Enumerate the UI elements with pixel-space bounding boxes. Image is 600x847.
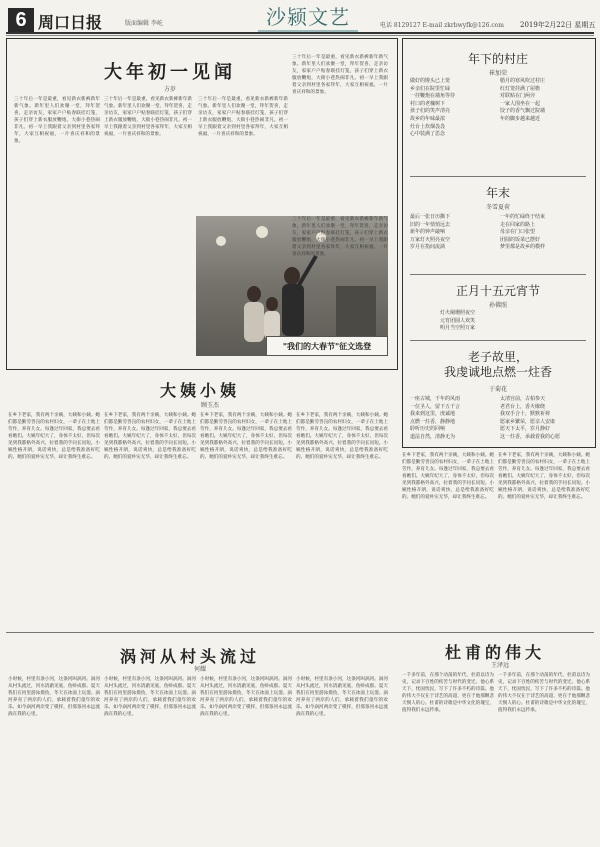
poem2-title: 年末 bbox=[485, 186, 510, 200]
poem-line: 红灯笼挂满了屋檐 bbox=[500, 85, 541, 92]
poem-line: 老君台上，香火缭绕 bbox=[500, 403, 546, 410]
poem-line: 年的脚步越来越近 bbox=[500, 115, 541, 122]
article3-col2: 小时候，村里有条小河，这条河叫涡河。涡河从村头流过，河水清澈见底，鱼虾成群。夏天我们在河里游泳摸鱼，冬天在冰面上玩耍。涡河养育了两岸的人们，承载着我们童年的欢乐。如今涡河两岸变了模样，但那条河永远流淌在我的心里。 bbox=[104, 677, 196, 717]
header-rule-thin bbox=[6, 35, 594, 36]
page-number: 6 bbox=[8, 8, 34, 32]
issue-date: 2019年2月22日 星期五 bbox=[520, 21, 596, 29]
section-title: 沙颍文艺 bbox=[258, 4, 358, 32]
article1-author: 方岁 bbox=[163, 86, 176, 93]
poem-line: 一位圣人，留下五千言 bbox=[410, 403, 461, 410]
poem2-col1 bbox=[410, 214, 496, 252]
poem4-col2 bbox=[500, 396, 588, 442]
poem1-author: 崔加荣 bbox=[488, 70, 507, 77]
poem-line: 一年的忙碌终于结束 bbox=[500, 214, 546, 220]
poem4-title: 老子故里， 我虔诚地点燃一炷香 bbox=[443, 350, 552, 379]
article2-col4: 在乡下老家，我有两个亲姨，大姨和小姨。她们都是勤劳善良的农村妇女，一辈子在土地上劳作，养育儿女。每逢过年回家，我总要去看看她们。大姨年纪大了，身体不太好，但每次见到我都格外高兴，拉着我的手问长问短。小姨性格开朗，说话爽快，总是给我准备好吃的。她们的爱朴实无华，却让我终生难忘。 bbox=[296, 413, 388, 460]
article2-title: 大姨小姨 bbox=[159, 381, 240, 400]
poem-line: 走在回家的路上 bbox=[500, 221, 536, 228]
poem-line: 我来到这里，虔诚地 bbox=[410, 411, 456, 418]
poem-line: 愿天下太平，岁月静好 bbox=[500, 426, 551, 433]
article1-col1: 三十年后一年是最重，看见新衣新裤新年新气象。新年里人们欢聚一堂，拜年贺喜，走亲访友，家家户户贴春联挂灯笼，孩子们穿上新衣服放鞭炮，大街小巷热闹非凡。初一早上我跟着父亲到村里各家拜年，大家互相祝福，一片喜庆祥和的景象。 bbox=[14, 97, 100, 144]
article4-col2: 一千多年前，在那个动荡的年代，杜甫以诗为史，记录下百姓的疾苦与时代的变迁。他心系天下，忧国忧民，写下了许多不朽的诗篇。他的伟大不仅在于诗艺的高超，更在于他那颗悲天悯人的心。杜甫的诗歌是中华文化的瑰宝，值得我们永远传承。 bbox=[498, 673, 590, 713]
poem-line: 最后一张日历撕下 bbox=[410, 214, 451, 220]
poem1-title: 年下的村庄 bbox=[467, 52, 528, 66]
poem-line: 一家人围坐在一起 bbox=[500, 100, 541, 107]
poem3-body bbox=[440, 310, 580, 333]
article2-col3: 在乡下老家，我有两个亲姨，大姨和小姨。她们都是勤劳善良的农村妇女，一辈子在土地上劳作，养育儿女。每逢过年回家，我总要去看看她们。大姨年纪大了，身体不太好，但每次见到我都格外高兴，拉着我的手问长问短。小姨性格开朗，说话爽快，总是给我准备好吃的。她们的爱朴实无华，却让我终生难忘。 bbox=[200, 413, 292, 460]
poem2-author: 冬雪夏荷 bbox=[485, 204, 510, 211]
poem-line: 灶台上炊烟袅袅 bbox=[410, 123, 446, 130]
article3-title: 涡河从村头流过 bbox=[119, 647, 260, 666]
article2-col5: 在乡下老家，我有两个亲姨，大姨和小姨。她们都是勤劳善良的农村妇女，一辈子在土地上劳作，养育儿女。每逢过年回家，我总要去看看她们。大姨年纪大了，身体不太好，但每次见到我都格外高兴，拉着我的手问长问短。小姨性格开朗，说话爽快，总是给我准备好吃的。她们的爱朴实无华，却让我终生难忘。 bbox=[402, 453, 494, 500]
poem3-author: 孙佛照 bbox=[488, 302, 507, 309]
poem4-author: 于菊花 bbox=[488, 386, 507, 393]
poem2-col2 bbox=[500, 214, 588, 252]
poem-line: 旧的一年悄悄远去 bbox=[410, 221, 451, 228]
divider bbox=[410, 340, 586, 341]
poem-line: 万家灯火照亮夜空 bbox=[410, 236, 451, 243]
article2-col6: 在乡下老家，我有两个亲姨，大姨和小姨。她们都是勤劳善良的农村妇女，一辈子在土地上劳作，养育儿女。每逢过年回家，我总要去看看她们。大姨年纪大了，身体不太好，但每次见到我都格外高兴，拉着我的手问长问短。小姨性格开朗，说话爽快，总是给我准备好吃的。她们的爱朴实无华，却让我终生难忘。 bbox=[498, 453, 590, 500]
article3-col1: 小时候，村里有条小河，这条河叫涡河。涡河从村头流过，河水清澈见底，鱼虾成群。夏天我们在河里游泳摸鱼，冬天在冰面上玩耍。涡河养育了两岸的人们，承载着我们童年的欢乐。如今涡河两岸变了模样，但那条河永远流淌在我的心里。 bbox=[8, 677, 100, 717]
poem4-col1 bbox=[410, 396, 496, 442]
article3-author: 何耀 bbox=[193, 666, 206, 673]
poem-line: 这一炷香，承载着我的心愿 bbox=[500, 433, 561, 440]
article4-col1: 一千多年前，在那个动荡的年代，杜甫以诗为史，记录下百姓的疾苦与时代的变迁。他心系天下，忧国忧民，写下了许多不朽的诗篇。他的伟大不仅在于诗艺的高超，更在于他那颗悲天悯人的心。杜甫的诗歌是中华文化的瑰宝，值得我们永远传承。 bbox=[402, 673, 494, 713]
poem-line: 明月当空照万家 bbox=[440, 325, 476, 332]
poem-line: 愿家乡繁荣，愿亲人安康 bbox=[500, 418, 556, 425]
poem1-col1 bbox=[410, 78, 496, 139]
poem-line: 故乡的年味最浓 bbox=[410, 115, 446, 122]
poem-line: 团圆的饭菜已摆好 bbox=[500, 236, 541, 243]
divider bbox=[6, 632, 594, 633]
article2-col1: 在乡下老家，我有两个亲姨，大姨和小姨。她们都是勤劳善良的农村妇女，一辈子在土地上劳作，养育儿女。每逢过年回家，我总要去看看她们。大姨年纪大了，身体不太好，但每次见到我都格外高兴，拉着我的手问长问短。小姨性格开朗，说话爽快，总是给我准备好吃的。她们的爱朴实无华，却让我终生难忘。 bbox=[8, 413, 100, 460]
poem-line: 梦里都是故乡的模样 bbox=[500, 244, 546, 251]
poem-line: 点燃一炷香，静静地 bbox=[410, 418, 456, 425]
poem-line: 一座古城，千年的风雨 bbox=[410, 396, 461, 402]
poem-line: 太清宫前，古柏参天 bbox=[500, 396, 546, 402]
poem-line: 母亲在门口张望 bbox=[500, 229, 536, 236]
poem-line: 乡亲们在院里忙碌 bbox=[410, 85, 451, 92]
article2-col2: 在乡下老家，我有两个亲姨，大姨和小姨。她们都是勤劳善良的农村妇女，一辈子在土地上劳作，养育儿女。每逢过年回家，我总要去看看她们。大姨年纪大了，身体不太好，但每次见到我都格外高兴，拉着我的手问长问短。小姨性格开朗，说话爽快，总是给我准备好吃的。她们的爱朴实无华，却让我终生难忘。 bbox=[104, 413, 196, 460]
article1-col5: 三十年后一年是最重，看见新衣新裤新年新气象。新年里人们欢聚一堂，拜年贺喜，走亲访友，家家户户贴春联挂灯笼，孩子们穿上新衣服放鞭炮，大街小巷热闹非凡。初一早上我跟着父亲到村里各家拜年，大家互相祝福，一片喜庆祥和的景象。 bbox=[292, 217, 388, 257]
photo-caption: "我们的大春节"征文选登 bbox=[266, 336, 388, 356]
poem-line: 聆听历史的回响 bbox=[410, 426, 446, 433]
article1-title: 大年初一见闻 bbox=[104, 62, 236, 83]
poem-line: 腊月的寒风吹过村庄 bbox=[500, 78, 546, 84]
poem-line: 对联贴在门两旁 bbox=[500, 93, 536, 100]
poem-line: 元宵团圆人欢笑 bbox=[440, 317, 476, 324]
poem-line: 新年的钟声敲响 bbox=[410, 229, 446, 236]
article2-author: 顾玉杰 bbox=[200, 402, 219, 409]
article4-author: 王泽远 bbox=[490, 662, 509, 669]
poem-line: 心中装满了思念 bbox=[410, 131, 446, 138]
poem-line: 岁月在指间流淌 bbox=[410, 244, 446, 251]
poem-line: 做好的馒头已上笼 bbox=[410, 78, 451, 84]
poem-line: 一挂鞭炮在墙角等待 bbox=[410, 93, 456, 100]
divider bbox=[410, 274, 586, 275]
divider bbox=[410, 176, 586, 177]
poem1-col2 bbox=[500, 78, 588, 124]
poem3-title: 正月十五元宵节 bbox=[455, 284, 540, 298]
article4-title: 杜甫的伟大 bbox=[444, 643, 545, 662]
header-rule bbox=[6, 32, 594, 34]
editor-line: 版面编辑 李屹 bbox=[125, 20, 163, 27]
article3-col4: 小时候，村里有条小河，这条河叫涡河。涡河从村头流过，河水清澈见底，鱼虾成群。夏天我们在河里游泳摸鱼，冬天在冰面上玩耍。涡河养育了两岸的人们，承载着我们童年的欢乐。如今涡河两岸变了模样，但那条河永远流淌在我的心里。 bbox=[296, 677, 388, 717]
poem-line: 我双手合十，默默祈祷 bbox=[500, 411, 551, 418]
poem-line: 饺子的香气飘过院墙 bbox=[500, 108, 546, 115]
poem-line: 灯火阑珊照夜空 bbox=[440, 310, 476, 316]
article1-col2: 三十年后一年是最重，看见新衣新裤新年新气象。新年里人们欢聚一堂，拜年贺喜，走亲访友，家家户户贴春联挂灯笼，孩子们穿上新衣服放鞭炮，大街小巷热闹非凡。初一早上我跟着父亲到村里各家拜年，大家互相祝福，一片喜庆祥和的景象。 bbox=[104, 97, 192, 137]
article1-col3: 三十年后一年是最重，看见新衣新裤新年新气象。新年里人们欢聚一堂，拜年贺喜，走亲访友，家家户户贴春联挂灯笼，孩子们穿上新衣服放鞭炮，大街小巷热闹非凡。初一早上我跟着父亲到村里各家拜年，大家互相祝福，一片喜庆祥和的景象。 bbox=[198, 97, 288, 137]
article3-col3: 小时候，村里有条小河，这条河叫涡河。涡河从村头流过，河水清澈见底，鱼虾成群。夏天我们在河里游泳摸鱼，冬天在冰面上玩耍。涡河养育了两岸的人们，承载着我们童年的欢乐。如今涡河两岸变了模样，但那条河永远流淌在我的心里。 bbox=[200, 677, 292, 717]
article1-col4: 三十年后一年是最重，看见新衣新裤新年新气象。新年里人们欢聚一堂，拜年贺喜，走亲访友，家家户户贴春联挂灯笼，孩子们穿上新衣服放鞭炮，大街小巷热闹非凡。初一早上我跟着父亲到村里各家拜年，大家互相祝福，一片喜庆祥和的景象。 bbox=[292, 55, 388, 95]
poem-line: 村口的老槐树下 bbox=[410, 100, 446, 107]
paper-name: 周口日报 bbox=[38, 13, 103, 32]
poem-line: 道法自然，清静无为 bbox=[410, 433, 456, 440]
contact-line: 电话 8129127 E-mail zkrbwyfk@126.com bbox=[380, 22, 504, 29]
poem-line: 孩子们的笑声清亮 bbox=[410, 108, 451, 115]
